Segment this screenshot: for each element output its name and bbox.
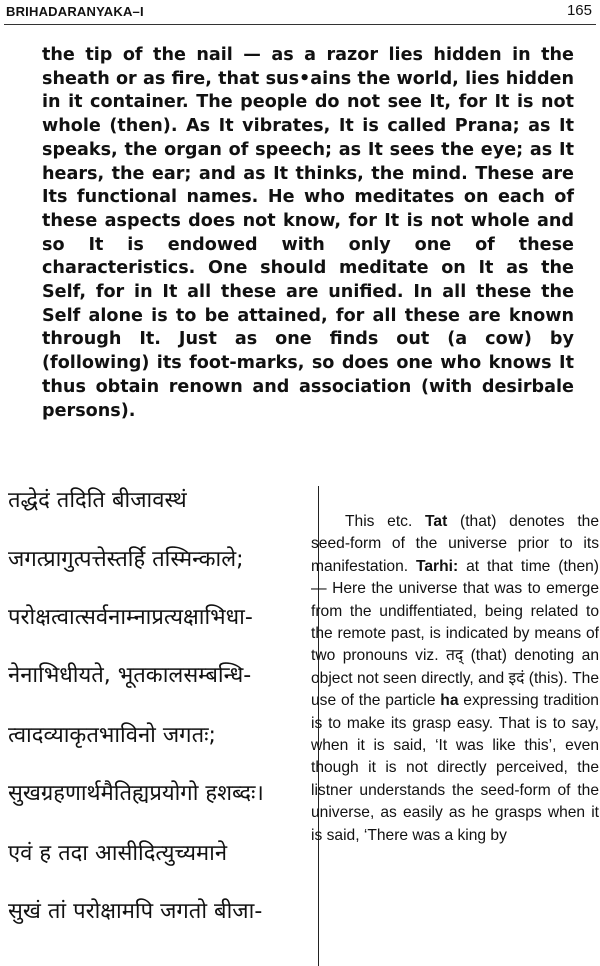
term-tat: Tat	[425, 513, 448, 530]
sanskrit-line: त्वादव्याकृतभाविनो जगतः;	[8, 723, 216, 748]
commentary-column	[311, 511, 599, 847]
commentary-text: (that) denotes the seed-form of the universe prior to its manifestation.	[311, 513, 600, 575]
sanskrit-line: सुखग्रहणार्थमैतिह्यप्रयोगो हशब्दः।	[8, 781, 264, 806]
commentary-text: expressing tradition is to make its grasp easy. That is to say, when it is said, ‘It was like this’, even though it is not directly perceived, the listner understands the seed-form of the universe, as easily as he grasps when it is said, ‘There was a king by	[311, 692, 599, 844]
term-ha: ha	[440, 692, 459, 710]
sanskrit-line: नेनाभिधीयते, भूतकालसम्बन्धि-	[8, 663, 252, 688]
commentary-paragraph	[311, 511, 599, 847]
sanskrit-line: सुखं तां परोक्षामपि जगतो बीजा-	[8, 899, 263, 924]
running-head: BRIHADARANYAKA–I	[6, 4, 144, 19]
sanskrit-line: तद्धेदं तदिति बीजावस्थं	[8, 488, 187, 513]
header-rule	[4, 24, 596, 25]
commentary-text: at that time (then) — Here the universe that was to emerge from the undiffentiated, being related to the remote past, is indicated by means of two pronouns viz. तद् (that) denoting an object not seen directly, and इदं (this). The use of the particle	[311, 557, 599, 710]
sanskrit-line: परोक्षत्वात्सर्वनाम्नाप्रत्यक्षाभिधा-	[8, 605, 253, 630]
sanskrit-line: जगत्प्रागुत्पत्तेस्तर्हि तस्मिन्काले;	[8, 547, 244, 572]
commentary-text: This etc.	[345, 513, 426, 530]
translation-paragraph: the tip of the nail — as a razor lies hidden in the sheath or as fire, that sus•ains the world, lies hidden in it container. The people do not see It, for It is not whole (then). As It vibrates, It is called Prana; as It speaks, the organ of speech; as It sees the eye; as It hears, the ear; and as It thinks, the mind. These are Its functional names. He who meditates on each of these aspects does not know, for It is not whole and so It is endowed with only one of these characteristics. One should meditate on It as the Self, for in It all these are unified. In all these the Self alone is to be attained, for all these are known through It. Just as one finds out (a cow) by (following) its foot-marks, so does one who knows It thus obtain renown and association (with desirbale persons).	[42, 45, 574, 421]
term-tarhi: Tarhi:	[416, 557, 459, 575]
page-number: 165	[566, 2, 592, 19]
sanskrit-line: एवं ह तदा आसीदित्युच्यमाने	[8, 841, 228, 866]
